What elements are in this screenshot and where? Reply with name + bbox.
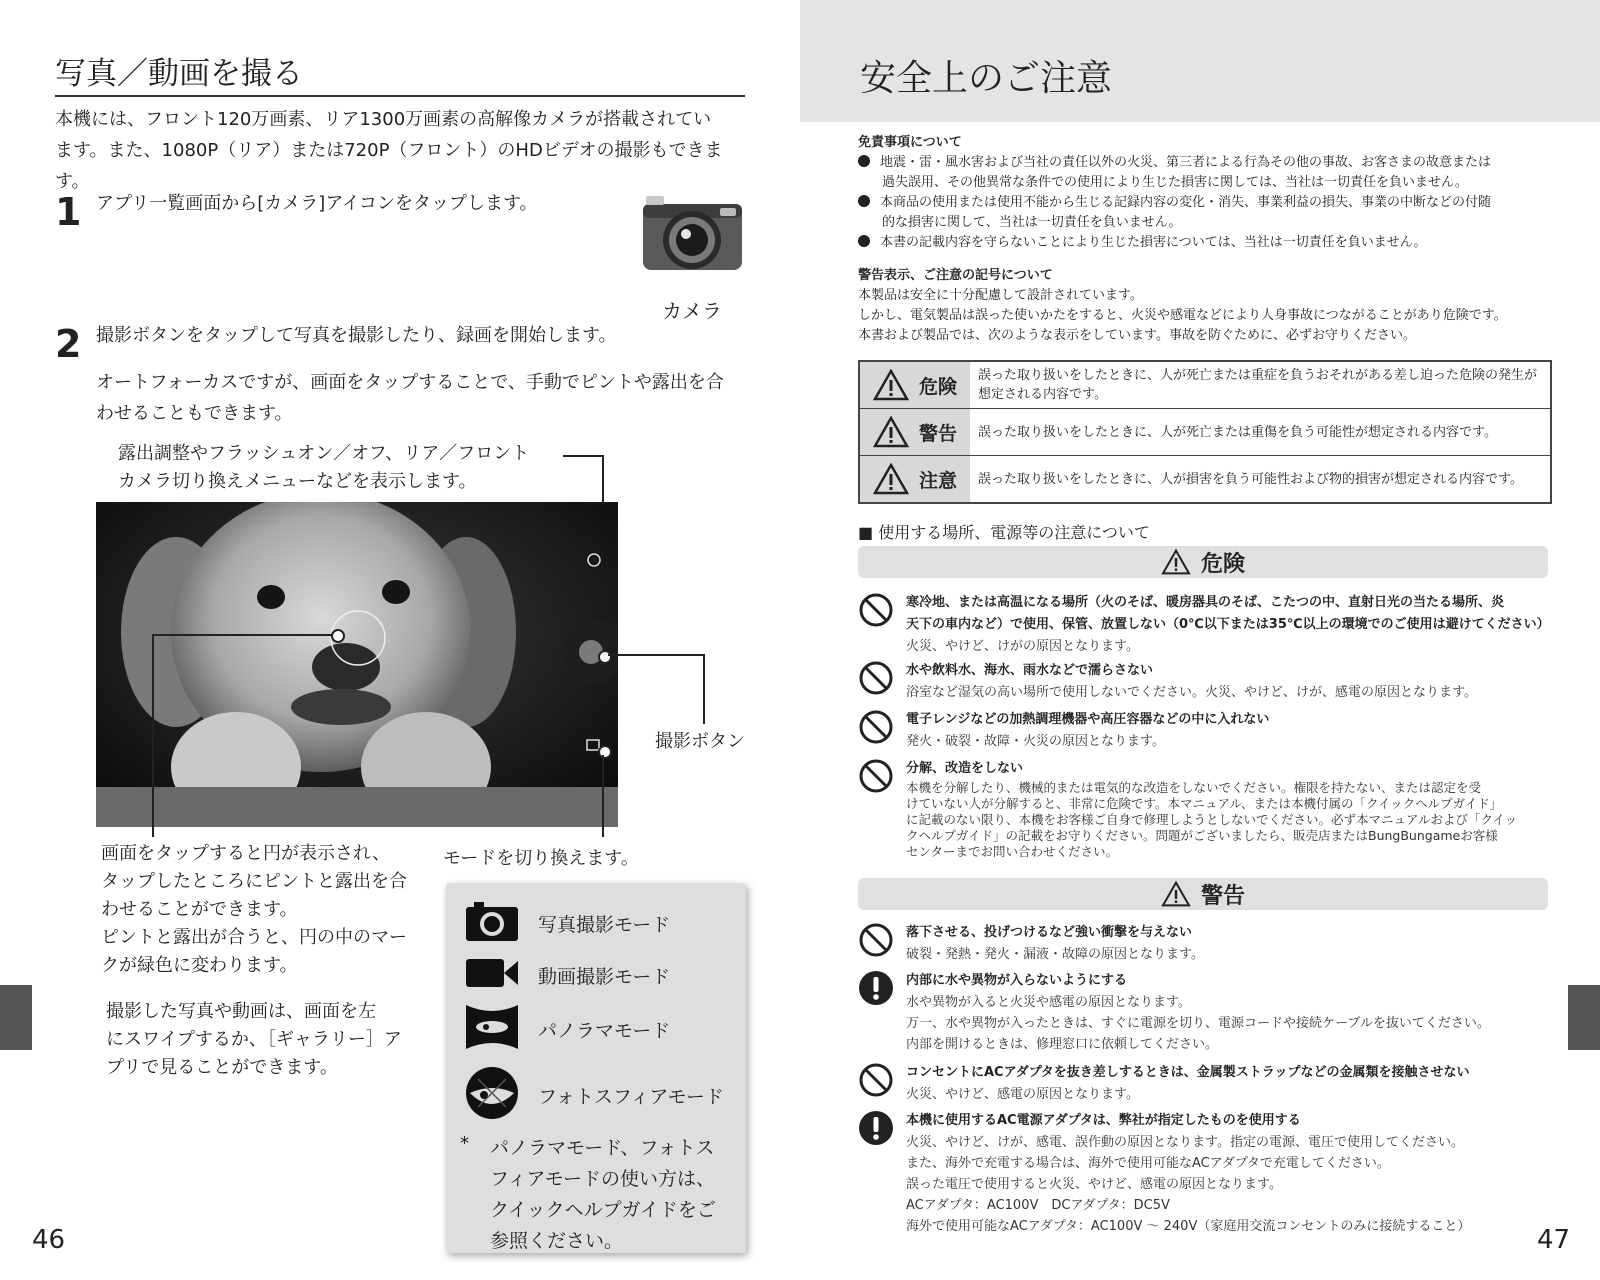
note-line: 撮影した写真や動画は、画面を左 [106, 1001, 376, 1022]
disclaimer-item [858, 233, 1558, 253]
item-body: けていない人が分解すると、非常に危険です。本マニュアル、または本機付属の「クイックヘルプガイド」 [906, 796, 1503, 811]
sign-head [860, 456, 970, 502]
leader-line [563, 455, 603, 457]
prohibited-icon [858, 709, 894, 745]
mode-item-photo[interactable] [464, 899, 670, 947]
callout-line: タップしたところにピントと露出を合 [101, 871, 407, 892]
signs-table [858, 360, 1552, 504]
item-title: 本機に使用するAC電源アダプタは、弊社が指定したものを使用する [906, 1113, 1301, 1128]
warning-triangle-icon [873, 463, 909, 495]
callout-line: 画面をタップすると円が表示され、 [101, 843, 391, 864]
note-line: オートフォーカスですが、画面をタップすることで、手動でピントや露出を合 [96, 372, 724, 393]
item-title: 分解、改造をしない [906, 761, 1024, 776]
mode-item-photosphere[interactable] [464, 1065, 724, 1125]
warning-triangle-icon [1161, 881, 1191, 907]
leader-line [602, 755, 604, 837]
danger-band [858, 546, 1548, 578]
callout-line: ピントと露出が合うと、円の中のマー [101, 927, 407, 948]
page-number-right: 47 [1537, 1225, 1571, 1255]
prohibited-icon [858, 758, 894, 794]
item-body: 海外で使用可能なACアダプタ：AC100V 〜 240V（家庭用交流コンセントのみに接続すること） [906, 1219, 1471, 1234]
mode-marker [598, 745, 612, 759]
panorama-icon [464, 1001, 520, 1057]
item-title: 内部に水や異物が入らないようにする [906, 973, 1128, 988]
item-title: 水や飲料水、海水、雨水などで濡らさない [906, 663, 1154, 678]
item-body: ACアダプタ：AC100V DCアダプタ：DC5V [906, 1198, 1170, 1213]
note-line: フィアモードの使い方は、 [490, 1168, 715, 1190]
disclaimer-item [858, 193, 1558, 213]
item-body: 水や異物が入ると火災や感電の原因となります。 [906, 995, 1191, 1010]
bullet [858, 155, 870, 167]
signs-intro [858, 286, 1507, 346]
callout-menu-text [118, 440, 529, 496]
mode-label: 写真撮影モード [538, 913, 671, 936]
title-rule [55, 95, 745, 97]
sign-desc: 誤った取り扱いをしたときに、人が死亡または重症を負うおそれがある差し迫った危険の発生が想定される内容です。 [978, 368, 1538, 402]
intro-text [55, 104, 755, 197]
camera-icon-caption: カメラ [662, 299, 722, 323]
note-line: にスワイプするか、［ギャラリー］ア [106, 1029, 402, 1050]
mode-switch-label: モードを切り換えます。 [443, 848, 639, 869]
section-tab-left [0, 985, 32, 1050]
prohibited-icon [858, 1062, 894, 1098]
prohibited-icon [858, 922, 894, 958]
disclaimer-list [858, 153, 1558, 253]
leader-line [152, 634, 332, 636]
callout-line: カメラ切り換えメニューなどを表示します。 [118, 471, 477, 492]
camera-modes-panel [446, 883, 746, 1253]
intro-line: 本製品は安全に十分配慮して設計されています。 [858, 288, 1143, 303]
prohibited-icon [858, 660, 894, 696]
callout-line: わせることができます。 [101, 899, 298, 920]
disclaimer-item [858, 153, 1558, 173]
item-body: また、海外で充電する場合は、海外で使用可能なACアダプタで充電してください。 [906, 1156, 1390, 1171]
item-body: 万一、水や異物が入ったときは、すぐに電源を切り、電源コードや接続ケーブルを抜いてください。 [906, 1016, 1490, 1031]
item-text: 的な損害に関して、当社は一切責任を負いません。 [882, 215, 1182, 230]
sign-label: 危険 [918, 375, 957, 398]
item-body: 内部を開けるときは、修理窓口に依頼してください。 [906, 1037, 1219, 1052]
item-body: 火災、やけど、けがの原因となります。 [906, 639, 1139, 654]
band-label: 警告 [1200, 883, 1245, 909]
sign-desc: 誤った取り扱いをしたときに、人が死亡または重傷を負う可能性が想定される内容です。 [978, 424, 1497, 440]
sign-head [860, 409, 970, 455]
shutter-marker [598, 650, 612, 664]
item-body: 破裂・発熱・発火・漏液・故障の原因となります。 [906, 947, 1204, 962]
bullet [858, 195, 870, 207]
step2-text: 撮影ボタンをタップして写真を撮影したり、録画を開始します。 [96, 325, 617, 346]
item-title: 寒冷地、または高温になる場所（火のそば、暖房器具のそば、こたつの中、直射日光の当たる場所、炎 [906, 595, 1505, 610]
prohibited-icon [858, 592, 894, 628]
note-line: クイックヘルプガイドをご [490, 1199, 716, 1221]
mandatory-icon [858, 970, 894, 1006]
item-body: 本機を分解したり、機械的または電気的な改造をしないでください。権限を持たない、または認定を受 [906, 780, 1482, 795]
mode-label: パノラマモード [538, 1019, 671, 1042]
item-body: に記載のない限り、本機をお客様ご自身で修理しようとしないでください。必ず本マニュアルおよび「クイッ [906, 812, 1518, 827]
leader-line [703, 654, 705, 724]
sign-head [860, 362, 970, 408]
sign-row-danger [860, 362, 1550, 409]
sign-row-warning [860, 409, 1550, 456]
signs-heading: 警告表示、ご注意の記号について [858, 268, 1053, 283]
leader-line [608, 654, 704, 656]
disclaimer-heading: 免責事項について [858, 135, 962, 150]
footnote-mark: * [460, 1133, 469, 1154]
item-body: センターまでお問い合わせください。 [906, 844, 1119, 859]
item-title: 落下させる、投げつけるなど強い衝撃を与えない [906, 925, 1193, 940]
item-body: 浴室など湿気の高い場所で使用しないでください。火災、やけど、けが、感電の原因となります。 [906, 685, 1477, 700]
sign-label: 警告 [918, 422, 957, 445]
item-body: 誤った電圧で使用すると火災、やけど、感電の原因となります。 [906, 1177, 1282, 1192]
item-body: 火災、やけど、感電の原因となります。 [906, 1087, 1139, 1102]
note-line: わせることもできます。 [96, 403, 293, 424]
mode-item-panorama[interactable] [464, 1001, 670, 1057]
intro-line: 本機には、フロント120万画素、リア1300万画素の高解像カメラが搭載されてい [55, 109, 712, 130]
page-number-left: 46 [32, 1225, 66, 1255]
mode-label: フォトスフィアモード [538, 1085, 724, 1108]
mode-label: 動画撮影モード [538, 965, 671, 988]
mandatory-icon [858, 1110, 894, 1146]
item-body: 発火・破裂・故障・火災の原因となります。 [906, 734, 1165, 749]
photosphere-icon [464, 1065, 520, 1125]
camera-icon [464, 899, 520, 947]
callout-line: クが緑色に変わります。 [101, 955, 298, 976]
item-text: 本商品の使用または使用不能から生じる記録内容の変化・消失、事業利益の損失、事業の中断などの付随 [880, 195, 1492, 210]
step-number-1: 1 [55, 190, 82, 234]
callout-line: 露出調整やフラッシュオン／オフ、リア／フロント [118, 443, 530, 464]
intro-line: ます。また、1080P（リア）または720P（フロント）のHDビデオの撮影もできます。 [55, 140, 723, 192]
focus-point-marker [331, 629, 345, 643]
item-title: コンセントにACアダプタを抜き差しするときは、金属製ストラップなどの金属類を接触させない [906, 1065, 1470, 1080]
sign-label: 注意 [918, 469, 957, 492]
item-title: 天下の車内など）で使用、保管、放置しない（0℃以下または35℃以上の環境でのご使用は避けてください） [906, 617, 1550, 632]
item-title: 電子レンジなどの加熱調理機器や高圧容器などの中に入れない [906, 712, 1270, 727]
page-title-left: 写真／動画を撮る [55, 56, 303, 92]
warning-triangle-icon [873, 369, 909, 401]
item-body: 火災、やけど、けが、感電、誤作動の原因となります。指定の電源、電圧で使用してください。 [906, 1135, 1464, 1150]
item-body: クヘルプガイド」の記載をお守りください。問題がございましたら、販売店またはBungBungameお客様 [906, 828, 1498, 843]
note-line: 参照ください。 [490, 1230, 624, 1252]
warning-band [858, 878, 1548, 910]
shutter-button-label: 撮影ボタン [655, 731, 745, 752]
warning-triangle-icon [873, 416, 909, 448]
camera-preview-photo[interactable] [96, 502, 618, 827]
gallery-note [106, 998, 402, 1082]
step2-note [96, 367, 724, 429]
video-icon [464, 953, 520, 997]
step1-text: アプリ一覧画面から[カメラ]アイコンをタップします。 [96, 193, 538, 214]
place-heading: ■ 使用する場所、電源等の注意について [858, 523, 1150, 542]
item-text: 本書の記載内容を守らないことにより生じた損害については、当社は一切責任を負いません。 [880, 235, 1427, 250]
modes-footnote [490, 1133, 716, 1257]
mode-item-video[interactable] [464, 953, 670, 997]
page-title-right: 安全上のご注意 [860, 58, 1113, 99]
section-tab-right [1568, 985, 1600, 1050]
item-text: 地震・雷・風水害および当社の責任以外の火災、第三者による行為その他の事故、お客さまの故意または [880, 155, 1492, 170]
warning-triangle-icon [1161, 549, 1191, 575]
item-text: 過失誤用、その他異常な条件での使用により生じた損害に関しては、当社は一切責任を負いません。 [882, 175, 1468, 190]
leader-line [152, 634, 154, 837]
band-label: 危険 [1200, 551, 1245, 577]
sign-row-caution [860, 456, 1550, 502]
note-line: パノラマモード、フォトス [490, 1137, 715, 1159]
camera-app-icon[interactable] [640, 190, 745, 275]
bullet [858, 235, 870, 247]
intro-line: 本書および製品では、次のような表示をしています。事故を防ぐために、必ずお守りください。 [858, 328, 1416, 343]
step-number-2: 2 [55, 322, 82, 366]
tap-focus-text [101, 840, 407, 980]
sign-desc: 誤った取り扱いをしたときに、人が損害を負う可能性および物的損害が想定される内容です。 [978, 471, 1523, 487]
intro-line: しかし、電気製品は誤った使いかたをすると、火災や感電などにより人身事故につながることがあり危険です。 [858, 308, 1507, 323]
note-line: プリで見ることができます。 [106, 1057, 338, 1078]
